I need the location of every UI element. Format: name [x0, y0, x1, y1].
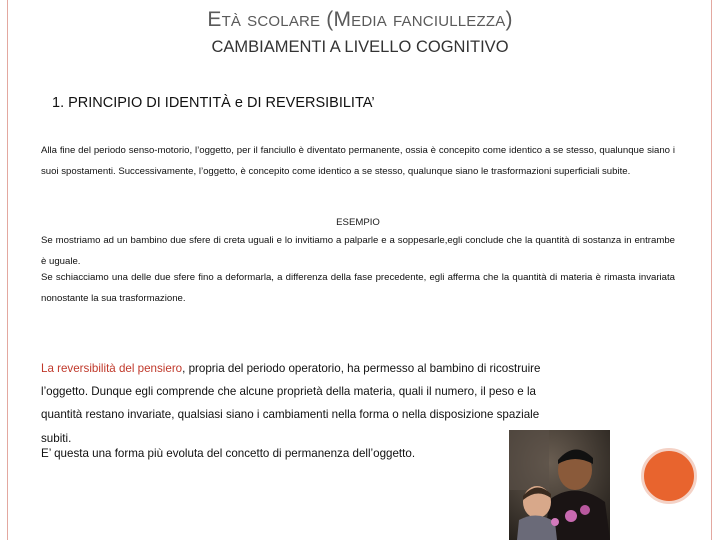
reversibility-text: , propria del periodo operatorio, ha permesso al bambino di ricostruire l’oggetto. Dunque egli comprende che alcune proprietà della materia, quali il numero, il peso e la quantità restano invariate, qualsiasi siano i cambiamenti nella forma o nella disposizione spaziale subiti. — [41, 362, 541, 445]
reversibility-highlight: La reversibilità del pensiero — [41, 362, 183, 375]
photo-adult-child — [509, 430, 610, 540]
slide-subtitle: CAMBIAMENTI A LIVELLO COGNITIVO — [211, 38, 509, 56]
paragraph-reversibility — [41, 357, 571, 450]
paragraph-example-2: Se schiacciamo una delle due sfere fino a deformarla, a differenza della fase precedente, egli afferma che la quantità di materia è rimasta invariata nonostante la sua trasformazione. — [41, 272, 675, 304]
example-label: ESEMPIO — [336, 217, 380, 228]
photo-illustration — [509, 430, 610, 540]
section-heading: 1. PRINCIPIO DI IDENTITÀ e DI REVERSIBILITA’ — [52, 95, 375, 111]
slide-title: Età scolare (Media fanciullezza) — [207, 8, 513, 31]
paragraph-identity: Alla fine del periodo senso-motorio, l’oggetto, per il fanciullo è diventato permanente, ossia è concepito come identico a se stesso, qualunque siano i suoi spostamenti. Successivamente, l’oggetto, è concepito come identico a se stesso, qualunque siano le trasformazioni superficiali subite. — [41, 145, 675, 177]
paragraph-conclusion: E’ questa una forma più evoluta del concetto di permanenza dell’oggetto. — [41, 447, 416, 460]
decorative-circle — [641, 448, 697, 504]
paragraph-example-1: Se mostriamo ad un bambino due sfere di creta uguali e lo invitiamo a palparle e a soppesarle,egli conclude che la quantità di sostanza in entrambe è uguale. — [41, 235, 675, 267]
